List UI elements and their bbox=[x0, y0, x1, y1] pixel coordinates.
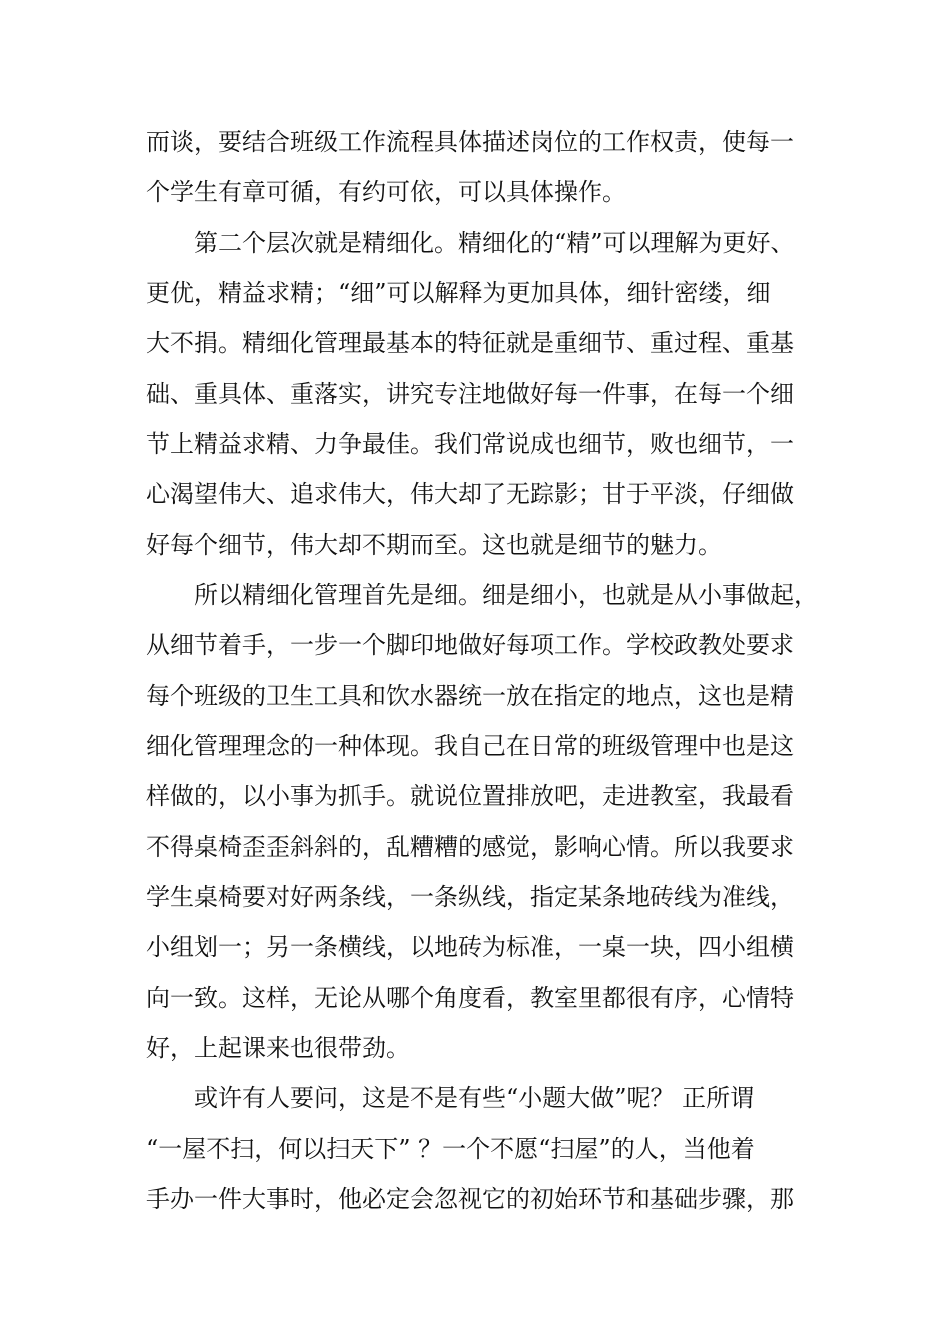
text-line: 小组划一；另一条横线，以地砖为标准，一桌一块，四小组横 bbox=[146, 933, 794, 961]
text-line: 更优，精益求精；“细”可以解释为更加具体，细针密缕，细 bbox=[146, 279, 771, 307]
text-line: 向一致。这样，无论从哪个角度看，教室里都很有序，心情特 bbox=[146, 984, 794, 1012]
text-line: 而谈，要结合班级工作流程具体描述岗位的工作权责，使每一 bbox=[146, 128, 794, 156]
text-line: 好每个细节，伟大却不期而至。这也就是细节的魅力。 bbox=[146, 531, 722, 559]
paragraph-first-line: 或许有人要问，这是不是有些“小题大做”呢？ 正所谓 bbox=[194, 1084, 755, 1112]
text-line: “一屋不扫，何以扫天下” ？一个不愿“扫屋”的人，当他着 bbox=[146, 1135, 755, 1163]
text-line: 学生桌椅要对好两条线，一条纵线，指定某条地砖线为准线， bbox=[146, 883, 794, 911]
text-line: 心渴望伟大、追求伟大，伟大却了无踪影；甘于平淡，仔细做 bbox=[146, 480, 794, 508]
text-line: 从细节着手，一步一个脚印地做好每项工作。学校政教处要求 bbox=[146, 631, 794, 659]
text-line: 样做的，以小事为抓手。就说位置排放吧，走进教室，我最看 bbox=[146, 782, 794, 810]
text-line: 大不捐。精细化管理最基本的特征就是重细节、重过程、重基 bbox=[146, 329, 794, 357]
text-line: 细化管理理念的一种体现。我自己在日常的班级管理中也是这 bbox=[146, 732, 794, 760]
text-line: 个学生有章可循，有约可依，可以具体操作。 bbox=[146, 178, 626, 206]
paragraph-first-line: 第二个层次就是精细化。精细化的“精”可以理解为更好、 bbox=[194, 229, 795, 257]
text-line: 每个班级的卫生工具和饮水器统一放在指定的地点，这也是精 bbox=[146, 682, 794, 710]
text-line: 础、重具体、重落实，讲究专注地做好每一件事，在每一个细 bbox=[146, 380, 794, 408]
text-line: 好，上起课来也很带劲。 bbox=[146, 1034, 410, 1062]
paragraph-first-line: 所以精细化管理首先是细。细是细小，也就是从小事做起， bbox=[194, 581, 818, 609]
text-line: 节上精益求精、力争最佳。我们常说成也细节，败也细节，一 bbox=[146, 430, 794, 458]
text-line: 不得桌椅歪歪斜斜的，乱糟糟的感觉，影响心情。所以我要求 bbox=[146, 833, 794, 861]
text-line: 手办一件大事时，他必定会忽视它的初始环节和基础步骤，那 bbox=[146, 1185, 794, 1213]
